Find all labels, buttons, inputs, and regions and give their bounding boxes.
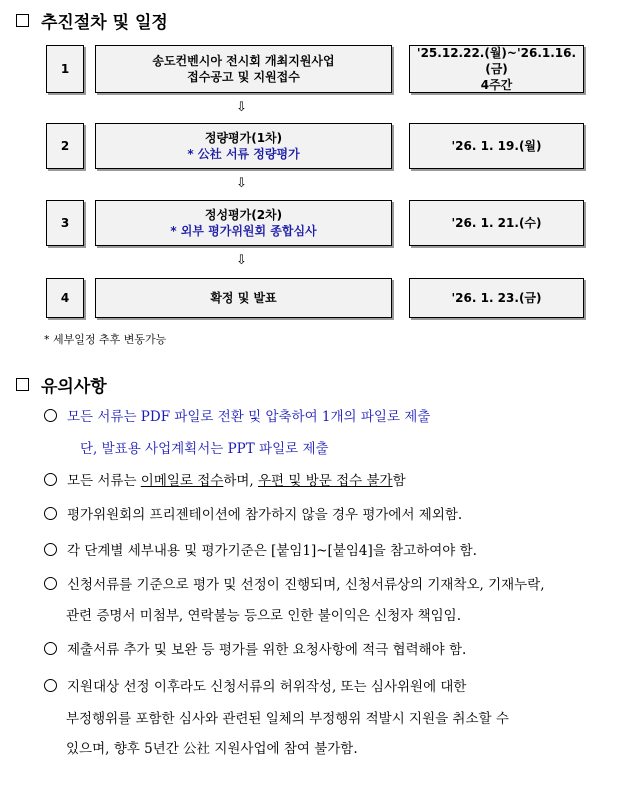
step-number: 2: [60, 139, 70, 153]
step-box: [95, 200, 392, 246]
step-number: 4: [60, 291, 70, 305]
section-title-procedure: [12, 8, 168, 33]
checkbox-square-icon: [16, 378, 29, 391]
circle-bullet-icon: [44, 679, 57, 692]
step-date: '26. 1. 19.(월): [451, 139, 542, 153]
date-box: [409, 45, 584, 93]
circle-bullet-icon: [44, 473, 57, 486]
checkbox-square-icon: [16, 14, 29, 27]
notice-text: 평가위원회의 프리젠테이션에 참가하지 않을 경우 평가에서 제외함.: [67, 507, 463, 523]
circle-bullet-icon: [44, 577, 57, 590]
notice-item: [44, 638, 466, 658]
step-subtitle: * 외부 평가위원회 종합심사: [170, 224, 317, 238]
step-box: [95, 45, 392, 93]
notice-item: [44, 675, 466, 695]
step-number: 3: [60, 216, 70, 230]
circle-bullet-icon: [44, 507, 57, 520]
down-arrow-icon: ⇩: [236, 176, 247, 191]
notice-continuation: 있으며, 향후 5년간 公社 지원사업에 참여 불가함.: [66, 741, 358, 757]
step-title: 정량평가(1차): [204, 131, 283, 145]
step-title: 정성평가(2차): [204, 208, 283, 222]
notice-item: [44, 573, 545, 593]
down-arrow-icon: ⇩: [236, 253, 247, 268]
step-date: '25.12.22.(월)~'26.1.16.(금): [416, 46, 577, 76]
step-title: 송도컨벤시아 전시회 개최지원사업: [152, 54, 335, 68]
notice-text: 각 단계별 세부내용 및 평가기준은 [붙임1]~[붙임4]을 참고하여야 함.: [67, 543, 477, 559]
step-date: '26. 1. 23.(금): [451, 291, 542, 305]
notice-item: [44, 539, 477, 559]
step-number-box: [46, 123, 84, 169]
notice-continuation: 부정행위를 포함한 심사와 관련된 일체의 부정행위 적발시 지원을 취소할 수: [66, 711, 509, 727]
step-box: [95, 123, 392, 169]
step-title: 확정 및 발표: [210, 291, 277, 305]
step-number: 1: [60, 62, 70, 76]
date-box: [409, 278, 584, 318]
down-arrow-icon: ⇩: [236, 100, 247, 115]
step-number-box: [46, 278, 84, 318]
step-box: [95, 278, 392, 318]
notice-item: [44, 503, 462, 523]
notice-underlined-text: 이메일로 접수: [140, 473, 224, 489]
circle-bullet-icon: [44, 642, 57, 655]
notice-text: 제출서류 추가 및 보완 등 평가를 위한 요청사항에 적극 협력해야 함.: [67, 642, 467, 658]
step-number-box: [46, 200, 84, 246]
step-date: '26. 1. 21.(수): [451, 216, 542, 230]
notice-continuation: 단, 발표용 사업계획서는 PPT 파일로 제출: [80, 441, 329, 457]
schedule-note: * 세부일정 추후 변동가능: [44, 333, 167, 346]
notice-text: 함: [392, 473, 406, 489]
notice-item: [44, 469, 406, 489]
notice-text: 모든 서류는: [67, 473, 141, 489]
date-box: [409, 200, 584, 246]
notice-text: 모든 서류는 PDF 파일로 전환 및 압축하여 1개의 파일로 제출: [67, 409, 431, 425]
notice-item: [44, 405, 430, 425]
step-duration: 4주간: [480, 78, 513, 92]
step-subtitle: * 公社 서류 정량평가: [187, 147, 300, 161]
circle-bullet-icon: [44, 543, 57, 556]
notice-continuation: 관련 증명서 미첨부, 연락불능 등으로 인한 불이익은 신청자 책임임.: [66, 608, 462, 624]
date-box: [409, 123, 584, 169]
section-title-text: 유의사항: [41, 377, 107, 397]
step-subtitle: 접수공고 및 지원접수: [187, 70, 300, 84]
circle-bullet-icon: [44, 409, 57, 422]
notice-underlined-text: 우편 및 방문 접수 불가: [258, 473, 393, 489]
notice-text: 신청서류를 기준으로 평가 및 선정이 진행되며, 신청서류상의 기재착오, 기재누락,: [67, 577, 545, 593]
section-title-text: 추진절차 및 일정: [41, 13, 168, 33]
step-number-box: [46, 45, 84, 93]
section-title-notice: [12, 372, 107, 397]
notice-text: 하며,: [223, 473, 259, 489]
notice-text: 지원대상 선정 이후라도 신청서류의 허위작성, 또는 심사위원에 대한: [67, 679, 467, 695]
